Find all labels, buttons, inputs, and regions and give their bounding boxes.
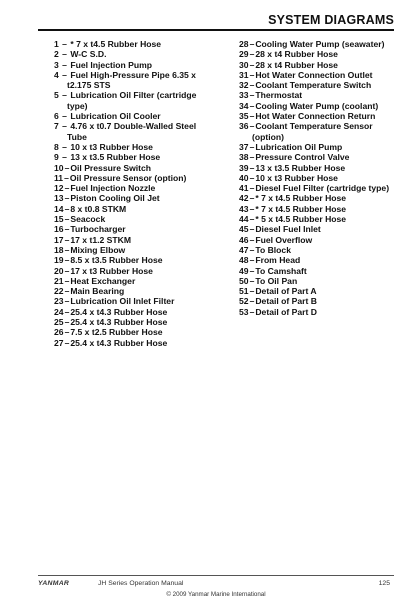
legend-item xyxy=(239,39,399,49)
legend-item-continuation: Tube xyxy=(67,131,87,142)
legend-item-separator: – xyxy=(64,172,69,183)
legend-item-text: Diesel Fuel Inlet xyxy=(255,224,321,235)
legend-item xyxy=(239,286,399,296)
legend-item-number: 46 xyxy=(239,234,249,245)
legend-item xyxy=(54,183,229,193)
legend-item xyxy=(239,111,399,121)
legend-item-separator: – xyxy=(64,337,70,348)
legend-item-text: 28 x t4 Rubber Hose xyxy=(255,59,338,70)
legend-item xyxy=(239,101,399,111)
legend-item xyxy=(54,245,229,255)
legend-item-text: Detail of Part B xyxy=(255,296,317,307)
legend-item xyxy=(54,121,229,131)
legend-item-text: Pressure Control Valve xyxy=(255,152,350,163)
legend-item-separator: – xyxy=(249,296,255,307)
legend-item-separator: – xyxy=(249,306,255,317)
legend-item-number: 49 xyxy=(239,265,249,276)
legend-item-separator: – xyxy=(59,121,70,132)
legend-item-text: Lubrication Oil Filter (cartridge xyxy=(70,90,197,101)
legend-item-text: 8 x t0.8 STKM xyxy=(70,203,127,214)
legend-item-number: 50 xyxy=(239,275,249,286)
legend-item-number: 51 xyxy=(239,286,249,297)
legend-item-number: 19 xyxy=(54,255,64,266)
legend-item-separator: – xyxy=(59,59,70,70)
legend-item xyxy=(54,255,229,265)
legend-item-separator: – xyxy=(249,152,255,163)
legend-item-separator: – xyxy=(249,265,255,276)
legend-item-number: 12 xyxy=(54,183,64,194)
legend-item-text: Lubrication Oil Pump xyxy=(255,141,343,152)
legend-item xyxy=(54,266,229,276)
legend-item-text: Thermostat xyxy=(255,90,303,101)
legend-item-number: 39 xyxy=(239,162,249,173)
legend-item xyxy=(239,152,399,162)
legend-item-number: 48 xyxy=(239,255,249,266)
legend-item-number: 44 xyxy=(239,214,249,225)
legend-item-text: Main Bearing xyxy=(70,286,125,297)
legend-item xyxy=(54,276,229,286)
legend-item-text: Hot Water Connection Return xyxy=(255,111,376,122)
legend-item-text: 8.5 x t3.5 Rubber Hose xyxy=(70,255,163,266)
legend-item xyxy=(239,163,399,173)
manual-title: JH Series Operation Manual xyxy=(98,580,184,587)
legend-item-separator: – xyxy=(64,183,70,194)
legend-item-text: Coolant Temperature Sensor xyxy=(255,121,373,132)
legend-item xyxy=(54,317,229,327)
legend-item-separator: – xyxy=(64,327,70,338)
legend-item-number: 52 xyxy=(239,296,249,307)
legend-item-number: 10 xyxy=(54,162,64,173)
legend-item xyxy=(239,80,399,90)
legend-list-right xyxy=(239,39,399,317)
legend-item xyxy=(239,121,399,131)
legend-item-separator: – xyxy=(64,306,70,317)
page-title: SYSTEM DIAGRAMS xyxy=(268,13,394,27)
legend-item-text: 17 x t3 Rubber Hose xyxy=(70,265,153,276)
legend-item-number: 16 xyxy=(54,224,64,235)
legend-item-number: 33 xyxy=(239,90,249,101)
legend-item-separator: – xyxy=(64,265,70,276)
page-header xyxy=(38,10,394,32)
legend-item-separator: – xyxy=(249,69,255,80)
legend-item-text: Diesel Fuel Filter (cartridge type) xyxy=(255,183,390,194)
legend-item-separator: – xyxy=(59,90,70,101)
legend-item-continuation: (option) xyxy=(252,131,284,142)
legend-item xyxy=(54,235,229,245)
legend-item-separator: – xyxy=(249,244,255,255)
legend-item-number: 13 xyxy=(54,193,64,204)
yanmar-logo: YANMAR xyxy=(38,580,70,587)
legend-item-text: * 7 x t4.5 Rubber Hose xyxy=(255,203,347,214)
legend-item xyxy=(239,90,399,100)
legend-item-text: Turbocharger xyxy=(70,224,126,235)
legend-item xyxy=(54,193,229,203)
legend-item-separator: – xyxy=(249,203,255,214)
legend-item-separator: – xyxy=(249,121,255,132)
legend-item-text: Fuel High-Pressure Pipe 6.35 x xyxy=(70,69,196,80)
legend-item-separator: – xyxy=(249,275,255,286)
legend-item-number: 14 xyxy=(54,203,64,214)
legend-item-separator: – xyxy=(59,111,70,122)
legend-item-separator: – xyxy=(64,214,70,225)
legend-item-text: To Block xyxy=(255,244,291,255)
legend-item-number: 20 xyxy=(54,265,64,276)
legend-item-number: 22 xyxy=(54,286,64,297)
legend-item-number: 26 xyxy=(54,327,64,338)
legend-item-number: 4 xyxy=(54,69,59,80)
legend-item-text: 17 x t1.2 STKM xyxy=(70,234,131,245)
legend-item-text: Lubrication Oil Cooler xyxy=(70,111,161,122)
legend-item-text: * 7 x t4.5 Rubber Hose xyxy=(255,193,347,204)
legend-item xyxy=(239,224,399,234)
legend-item-number: 7 xyxy=(54,121,59,132)
legend-item-text: From Head xyxy=(255,255,301,266)
legend-item-number: 24 xyxy=(54,306,64,317)
legend-item xyxy=(239,296,399,306)
legend-item xyxy=(54,338,229,348)
legend-item-number: 37 xyxy=(239,141,249,152)
legend-item-separator: – xyxy=(249,100,255,111)
legend-item-separator: – xyxy=(249,193,255,204)
legend-item-separator: – xyxy=(249,224,255,235)
legend-item-separator: – xyxy=(249,111,255,122)
legend-item-number: 31 xyxy=(239,69,249,80)
legend-item-separator: – xyxy=(249,90,255,101)
legend-item-text: 13 x t3.5 Rubber Hose xyxy=(70,152,161,163)
legend-item-separator: – xyxy=(249,39,255,49)
legend-item-text: Fuel Injection Pump xyxy=(70,59,152,70)
legend-item-number: 42 xyxy=(239,193,249,204)
header-divider xyxy=(38,29,394,31)
legend-item-separator: – xyxy=(59,152,70,163)
legend-item-separator: – xyxy=(64,275,70,286)
legend-item-separator: – xyxy=(249,162,255,173)
legend-item xyxy=(54,163,229,173)
legend-item xyxy=(54,90,229,100)
legend-item-number: 36 xyxy=(239,121,249,132)
legend-item-number: 25 xyxy=(54,317,64,328)
legend-item-separator: – xyxy=(249,234,255,245)
legend-item-text: Piston Cooling Oil Jet xyxy=(70,193,160,204)
legend-item-separator: – xyxy=(249,183,255,194)
legend-item xyxy=(239,255,399,265)
legend-item-text: 10 x t3 Rubber Hose xyxy=(255,172,338,183)
legend-list-left xyxy=(54,39,229,348)
legend-item xyxy=(239,276,399,286)
legend-item-separator: – xyxy=(64,317,70,328)
legend-item-text: 4.76 x t0.7 Double-Walled Steel xyxy=(70,121,197,132)
legend-item-number: 47 xyxy=(239,244,249,255)
legend-item-text: * 5 x t4.5 Rubber Hose xyxy=(255,214,347,225)
legend-item-separator: – xyxy=(249,49,255,60)
legend-item-number: 11 xyxy=(54,172,64,183)
legend-item-number: 3 xyxy=(54,59,59,70)
legend-item-number: 32 xyxy=(239,80,249,91)
legend-item-number: 35 xyxy=(239,111,249,122)
legend-item-text: 13 x t3.5 Rubber Hose xyxy=(255,162,346,173)
legend-item-number: 9 xyxy=(54,152,59,163)
legend-item xyxy=(239,183,399,193)
legend-item-text: Fuel Injection Nozzle xyxy=(70,183,156,194)
legend-item-number: 43 xyxy=(239,203,249,214)
legend-item-number: 30 xyxy=(239,59,249,70)
footer-divider xyxy=(38,575,394,576)
legend-item-text: * 7 x t4.5 Rubber Hose xyxy=(70,39,162,49)
legend-item-text: Heat Exchanger xyxy=(70,275,136,286)
legend-item-separator: – xyxy=(249,59,255,70)
legend-item-number: 8 xyxy=(54,141,59,152)
legend-item xyxy=(239,49,399,59)
legend-item-number: 28 xyxy=(239,39,249,49)
legend-item-number: 17 xyxy=(54,234,64,245)
legend-item-separator: – xyxy=(59,141,70,152)
legend-item-number: 1 xyxy=(54,39,59,49)
legend-item-continuation: t2.175 STS xyxy=(67,80,111,91)
legend-item xyxy=(54,39,229,49)
legend-item xyxy=(54,60,229,70)
legend-item xyxy=(239,70,399,80)
legend-item-separator: – xyxy=(249,214,255,225)
legend-item-separator: – xyxy=(64,286,70,297)
legend-item xyxy=(54,173,229,183)
legend-item xyxy=(239,235,399,245)
legend-item xyxy=(54,204,229,214)
legend-item-number: 41 xyxy=(239,183,249,194)
legend-item xyxy=(54,142,229,152)
legend-item-text: Seacock xyxy=(70,214,106,225)
legend-item-number: 5 xyxy=(54,90,59,101)
legend-item xyxy=(54,214,229,224)
legend-item-text: Hot Water Connection Outlet xyxy=(255,69,373,80)
legend-item-text: Oil Pressure Sensor (option) xyxy=(69,172,187,183)
legend-item-number: 27 xyxy=(54,337,64,348)
legend-item-text: Detail of Part D xyxy=(255,306,317,317)
legend-item-separator: – xyxy=(64,162,70,173)
legend-item-continuation: type) xyxy=(67,100,88,111)
legend-item-text: Cooling Water Pump (seawater) xyxy=(255,39,385,49)
legend-item xyxy=(54,296,229,306)
legend-item xyxy=(54,152,229,162)
legend-item-separator: – xyxy=(64,255,70,266)
legend-item-text: 10 x t3 Rubber Hose xyxy=(70,141,153,152)
legend-item-text: Fuel Overflow xyxy=(255,234,313,245)
legend-item xyxy=(54,327,229,337)
legend-item-number: 21 xyxy=(54,275,64,286)
legend-item-text: 25.4 x t4.3 Rubber Hose xyxy=(70,337,168,348)
legend-item xyxy=(239,142,399,152)
legend-item xyxy=(239,307,399,317)
legend-item xyxy=(54,286,229,296)
legend-item-text: Detail of Part A xyxy=(255,286,317,297)
legend-item-separator: – xyxy=(59,39,70,49)
legend-item-text: 25.4 x t4.3 Rubber Hose xyxy=(70,306,168,317)
legend-item-separator: – xyxy=(249,172,255,183)
legend-item-number: 45 xyxy=(239,224,249,235)
legend-item-separator: – xyxy=(64,244,70,255)
legend-item-number: 18 xyxy=(54,244,64,255)
legend-item-text: To Oil Pan xyxy=(255,275,298,286)
legend-item xyxy=(239,60,399,70)
legend-item-text: Cooling Water Pump (coolant) xyxy=(255,100,379,111)
legend-item xyxy=(54,111,229,121)
legend-item-separator: – xyxy=(64,234,70,245)
legend-item-separator: – xyxy=(64,203,70,214)
legend-item-separator: – xyxy=(249,286,255,297)
legend-item xyxy=(54,307,229,317)
legend-item xyxy=(239,204,399,214)
legend-item-text: 7.5 x t2.5 Rubber Hose xyxy=(70,327,163,338)
legend-item-number: 40 xyxy=(239,172,249,183)
legend-item-text: Oil Pressure Switch xyxy=(70,162,152,173)
legend-item-number: 53 xyxy=(239,306,249,317)
legend-item-text: To Camshaft xyxy=(255,265,307,276)
legend-item xyxy=(54,70,229,80)
legend-item xyxy=(54,49,229,59)
legend-item-number: 23 xyxy=(54,296,64,307)
legend-item xyxy=(239,245,399,255)
legend-item-number: 2 xyxy=(54,49,59,60)
legend-item xyxy=(239,266,399,276)
legend-item-number: 38 xyxy=(239,152,249,163)
legend-item-text: 28 x t4 Rubber Hose xyxy=(255,49,338,60)
legend-item-separator: – xyxy=(249,80,255,91)
legend-item xyxy=(54,224,229,234)
legend-item xyxy=(239,173,399,183)
legend-item-separator: – xyxy=(64,224,70,235)
legend-item-number: 34 xyxy=(239,100,249,111)
legend-item-number: 15 xyxy=(54,214,64,225)
legend-item-number: 29 xyxy=(239,49,249,60)
legend-item-text: Coolant Temperature Switch xyxy=(255,80,372,91)
legend-item-text: Mixing Elbow xyxy=(70,244,126,255)
legend-item-separator: – xyxy=(249,141,255,152)
legend-item-separator: – xyxy=(64,296,70,307)
legend-item-separator: – xyxy=(59,69,70,80)
legend-item xyxy=(239,193,399,203)
legend-item-separator: – xyxy=(59,49,70,60)
legend-item-separator: – xyxy=(249,255,255,266)
legend-item xyxy=(239,214,399,224)
page-number: 125 xyxy=(378,580,390,587)
legend-item-number: 6 xyxy=(54,111,59,122)
legend-item-text: W-C S.D. xyxy=(70,49,107,60)
legend-item-separator: – xyxy=(64,193,70,204)
copyright-notice: © 2009 Yanmar Marine International xyxy=(166,591,266,598)
legend-item-text: Lubrication Oil Inlet Filter xyxy=(70,296,175,307)
legend-item-text: 25.4 x t4.3 Rubber Hose xyxy=(70,317,168,328)
